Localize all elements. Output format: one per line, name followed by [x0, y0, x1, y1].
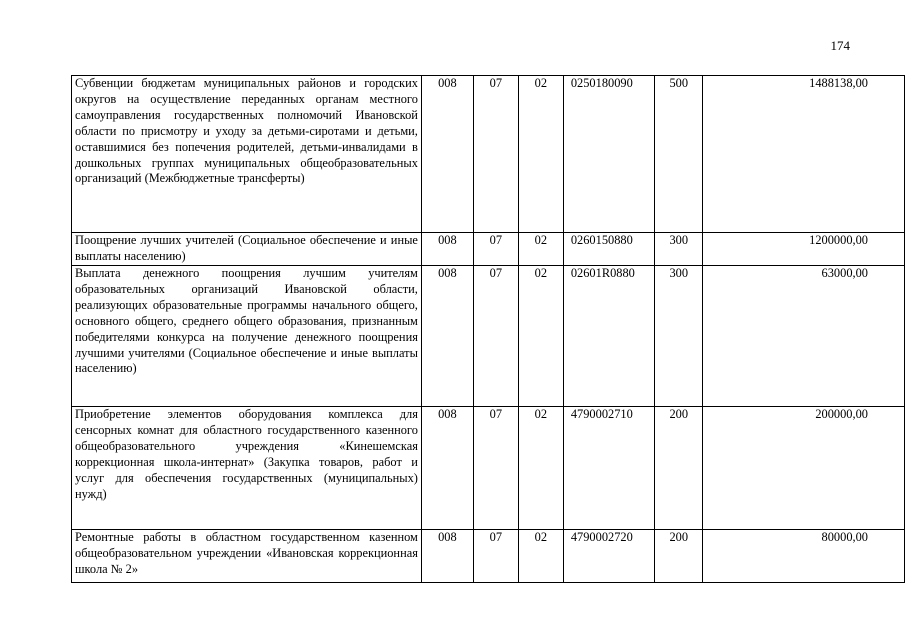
amount-cell: 80000,00 — [703, 530, 905, 583]
expense-type-cell: 300 — [655, 266, 703, 407]
section-code-cell: 07 — [473, 76, 518, 233]
budget-table — [71, 75, 905, 583]
section-code-cell: 07 — [473, 530, 518, 583]
expense-type-cell: 200 — [655, 407, 703, 530]
ministry-code-cell: 008 — [421, 76, 473, 233]
target-article-cell: 0250180090 — [563, 76, 654, 233]
section-code-cell: 07 — [473, 233, 518, 266]
ministry-code-cell: 008 — [421, 530, 473, 583]
table-row — [72, 530, 905, 583]
row-name-cell — [72, 233, 422, 266]
table-row — [72, 233, 905, 266]
ministry-code-cell: 008 — [421, 407, 473, 530]
row-name-text: Субвенции бюджетам муниципальных районов и городских округов на осуществление переданных органам местного самоуправления государственных полномочий Ивановской области по присмотру и уходу за детьми-сиротами и детьми, оставшимися без попечения родителей, детьми-инвалидами в дошкольных группах муниципальных общеобразовательных организаций (Межбюджетные трансферты) — [75, 76, 418, 186]
subsection-code-cell: 02 — [518, 266, 563, 407]
row-name-text: Приобретение элементов оборудования комплекса для сенсорных комнат для областного государственного казенного общеобразовательного учреждения «Кинешемская коррекционная школа-интернат» (Закупка товаров, работ и услуг для обеспечения государственных (муниципальных) нужд) — [75, 407, 418, 501]
row-name-text: Выплата денежного поощрения лучшим учителям образовательных организаций Ивановской области, реализующих образовательные программы начального общего, основного общего, среднего общего образования, признанным победителями конкурса на получение денежного поощрения лучшими учителями (Социальное обеспечение и иные выплаты населению) — [75, 266, 418, 376]
amount-cell: 200000,00 — [703, 407, 905, 530]
subsection-code-cell: 02 — [518, 233, 563, 266]
row-name-cell — [72, 76, 422, 233]
target-article-cell: 02601R0880 — [563, 266, 654, 407]
table-row — [72, 266, 905, 407]
amount-cell: 1488138,00 — [703, 76, 905, 233]
subsection-code-cell: 02 — [518, 76, 563, 233]
expense-type-cell: 300 — [655, 233, 703, 266]
row-name-text: Ремонтные работы в областном государственном казенном общеобразовательном учреждении «Ивановская коррекционная школа № 2» — [75, 530, 418, 576]
subsection-code-cell: 02 — [518, 530, 563, 583]
table-row — [72, 407, 905, 530]
table-row — [72, 76, 905, 233]
ministry-code-cell: 008 — [421, 233, 473, 266]
target-article-cell: 4790002720 — [563, 530, 654, 583]
row-name-cell — [72, 530, 422, 583]
target-article-cell: 0260150880 — [563, 233, 654, 266]
section-code-cell: 07 — [473, 266, 518, 407]
ministry-code-cell: 008 — [421, 266, 473, 407]
expense-type-cell: 500 — [655, 76, 703, 233]
amount-cell: 1200000,00 — [703, 233, 905, 266]
row-name-cell — [72, 266, 422, 407]
amount-cell: 63000,00 — [703, 266, 905, 407]
section-code-cell: 07 — [473, 407, 518, 530]
row-name-cell — [72, 407, 422, 530]
subsection-code-cell: 02 — [518, 407, 563, 530]
page-number: 174 — [830, 38, 850, 53]
expense-type-cell: 200 — [655, 530, 703, 583]
target-article-cell: 4790002710 — [563, 407, 654, 530]
row-name-text: Поощрение лучших учителей (Социальное обеспечение и иные выплаты населению) — [75, 233, 418, 263]
